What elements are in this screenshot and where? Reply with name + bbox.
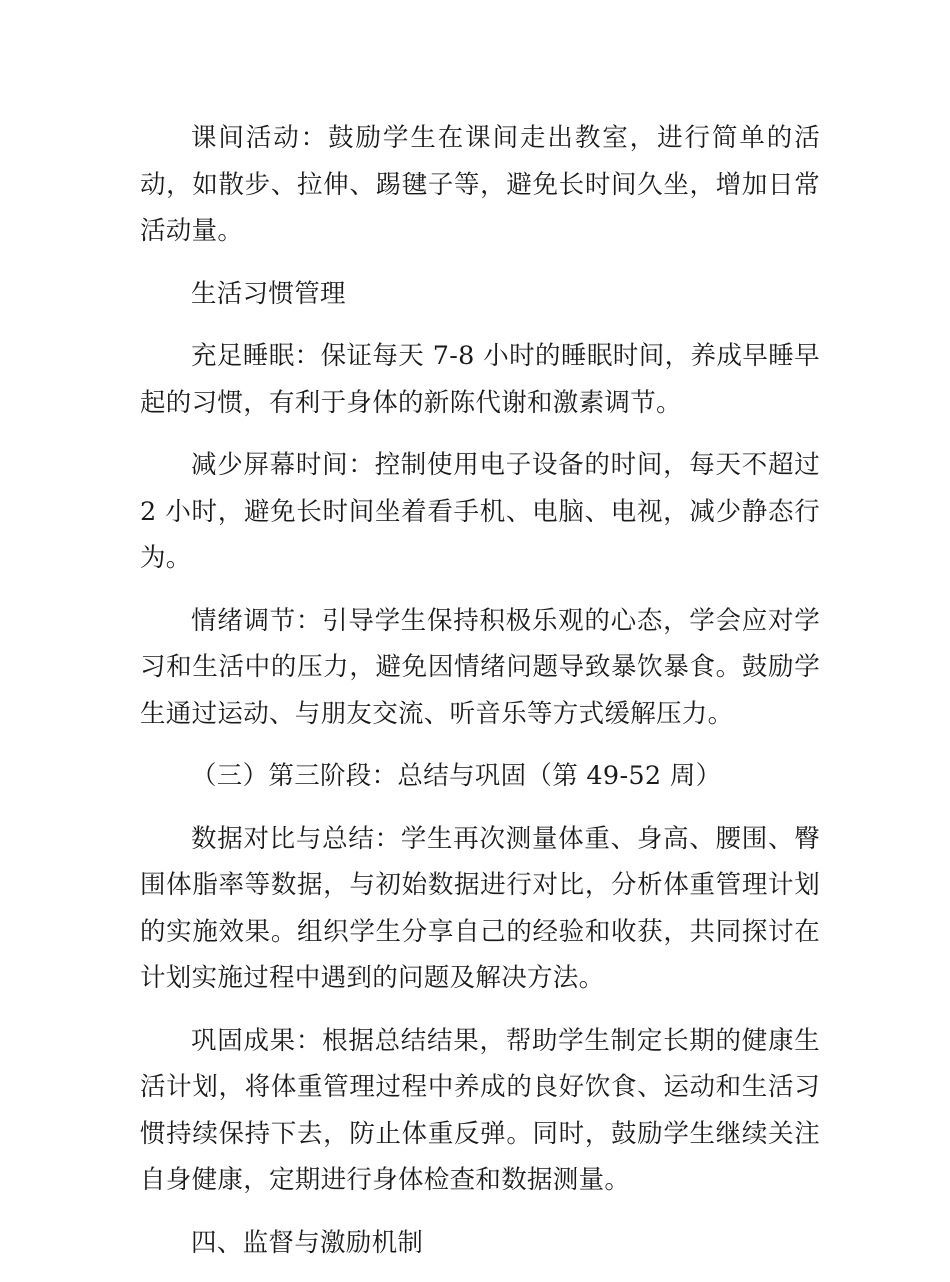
section-heading-supervision: 四、监督与激励机制: [191, 1227, 424, 1258]
section-heading-phase-three: （三）第三阶段：总结与巩固（第 49-52 周）: [191, 761, 722, 791]
paragraph-consolidation: 巩固成果：根据总结结果，帮助学生制定长期的健康生活计划，将体重管理过程中养成的良好饮食、运动和生活习惯持续保持下去，防止体重反弹。同时，鼓励学生继续关注自身健康，定期进行身体检查和数据测量。: [140, 1025, 820, 1195]
paragraph-screen-time: 减少屏幕时间：控制使用电子设备的时间，每天不超过 2 小时，避免长时间坐着看手机、电脑、电视，减少静态行为。: [140, 450, 820, 573]
paragraph-data-comparison: 数据对比与总结：学生再次测量体重、身高、腰围、臀围体脂率等数据，与初始数据进行对比，分析体重管理计划的实施效果。组织学生分享自己的经验和收获，共同探讨在计划实施过程中遇到的问题及解决方法。: [140, 823, 820, 993]
paragraph-emotion: 情绪调节：引导学生保持积极乐观的心态，学会应对学习和生活中的压力，避免因情绪问题导致暴饮暴食。鼓励学生通过运动、与朋友交流、听音乐等方式缓解压力。: [140, 605, 820, 729]
paragraph-break-activities: 课间活动：鼓励学生在课间走出教室，进行简单的活动，如散步、拉伸、踢毽子等，避免长时间久坐，增加日常活动量。: [140, 123, 820, 246]
paragraph-sleep: 充足睡眠：保证每天 7-8 小时的睡眠时间，养成早睡早起的习惯，有利于身体的新陈代谢和激素调节。: [140, 341, 820, 418]
section-heading-lifestyle: 生活习惯管理: [191, 278, 346, 309]
document-body: [140, 115, 820, 1282]
